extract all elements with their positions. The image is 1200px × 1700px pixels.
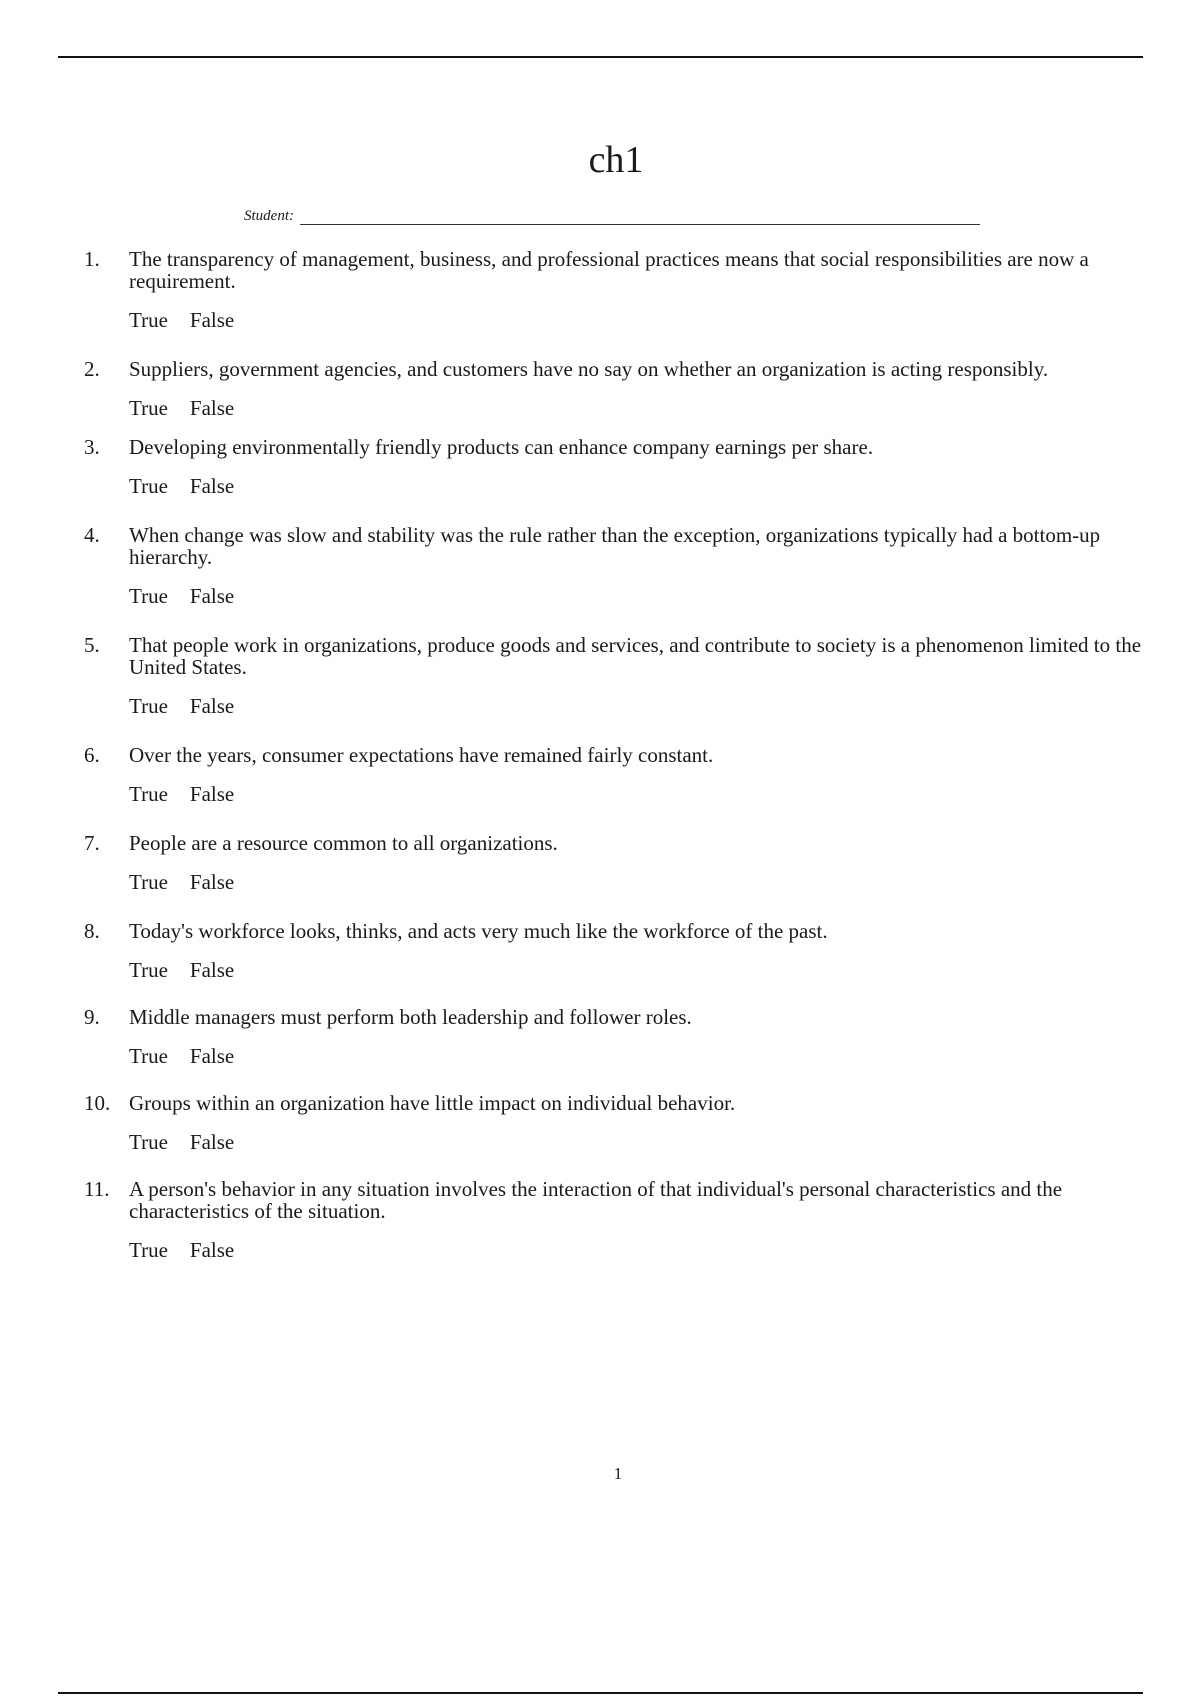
option-true[interactable]: True (129, 870, 168, 894)
question-number (84, 1092, 129, 1114)
option-false[interactable]: False (189, 1044, 235, 1068)
option-false[interactable]: False (189, 870, 235, 894)
question-item (84, 436, 1144, 498)
option-true[interactable]: True (129, 308, 168, 332)
question-number (84, 436, 129, 458)
option-false[interactable]: False (189, 308, 235, 332)
question-text: Suppliers, government agencies, and customers have no say on whether an organization is acting responsibly. (129, 357, 1049, 381)
question-text: Over the years, consumer expectations have remained fairly constant. (129, 743, 714, 767)
option-true[interactable]: True (129, 584, 168, 608)
answer-options (129, 1044, 1144, 1068)
question-number (84, 744, 129, 766)
question-row (84, 1092, 1144, 1114)
question-row (84, 436, 1144, 458)
question-number-label: 9. (84, 1005, 100, 1029)
question-text: When change was slow and stability was the rule rather than the exception, organizations typically had a bottom-up hierarchy. (129, 523, 1101, 569)
question-row (84, 524, 1144, 568)
option-true[interactable]: True (129, 474, 168, 498)
question-item (84, 248, 1144, 332)
question-text: That people work in organizations, produce goods and services, and contribute to society is a phenomenon limited to the United States. (129, 633, 1142, 679)
question-number-label: 2. (84, 357, 100, 381)
option-true[interactable]: True (129, 1238, 168, 1262)
question-item (84, 832, 1144, 894)
question-item (84, 524, 1144, 608)
question-list (84, 248, 1144, 1286)
option-true[interactable]: True (129, 396, 168, 420)
page-title: ch1 (588, 139, 644, 181)
answer-options (129, 308, 1144, 332)
question-item (84, 1092, 1144, 1154)
question-number-label: 3. (84, 435, 100, 459)
option-true[interactable]: True (129, 1044, 168, 1068)
question-text: Groups within an organization have little impact on individual behavior. (129, 1091, 736, 1115)
question-item (84, 358, 1144, 420)
question-number-label: 5. (84, 633, 100, 657)
option-false[interactable]: False (189, 1130, 235, 1154)
question-number (84, 832, 129, 854)
question-number (84, 524, 129, 568)
question-text: Developing environmentally friendly products can enhance company earnings per share. (129, 435, 874, 459)
question-number-label: 8. (84, 919, 100, 943)
option-true[interactable]: True (129, 958, 168, 982)
question-row (84, 248, 1144, 292)
question-text: A person's behavior in any situation involves the interaction of that individual's personal characteristics and the characteristics of the situation. (129, 1177, 1063, 1223)
question-item (84, 634, 1144, 718)
question-row (84, 634, 1144, 678)
option-false[interactable]: False (189, 1238, 235, 1262)
question-number-label: 4. (84, 523, 100, 547)
page-number: 1 (613, 1464, 623, 1483)
question-text: Today's workforce looks, thinks, and acts very much like the workforce of the past. (129, 919, 828, 943)
question-number-label: 10. (84, 1091, 111, 1115)
question-item (84, 1178, 1144, 1262)
option-true[interactable]: True (129, 782, 168, 806)
answer-options (129, 870, 1144, 894)
option-false[interactable]: False (189, 396, 235, 420)
option-false[interactable]: False (189, 474, 235, 498)
question-number-label: 6. (84, 743, 100, 767)
student-name-row (244, 207, 980, 225)
question-number-label: 7. (84, 831, 100, 855)
question-row (84, 744, 1144, 766)
option-false[interactable]: False (189, 584, 235, 608)
question-text: Middle managers must perform both leadership and follower roles. (129, 1005, 692, 1029)
answer-options (129, 782, 1144, 806)
question-number-label: 1. (84, 247, 100, 271)
question-number (84, 634, 129, 678)
option-false[interactable]: False (189, 782, 235, 806)
answer-options (129, 1130, 1144, 1154)
bottom-rule (58, 1692, 1143, 1694)
option-true[interactable]: True (129, 1130, 168, 1154)
question-row (84, 832, 1144, 854)
question-number (84, 920, 129, 942)
option-true[interactable]: True (129, 694, 168, 718)
answer-options (129, 474, 1144, 498)
question-number (84, 1178, 129, 1222)
top-rule (58, 56, 1143, 58)
answer-options (129, 396, 1144, 420)
question-row (84, 1006, 1144, 1028)
option-false[interactable]: False (189, 694, 235, 718)
answer-options (129, 694, 1144, 718)
option-false[interactable]: False (189, 958, 235, 982)
answer-options (129, 958, 1144, 982)
question-item (84, 920, 1144, 982)
question-item (84, 1006, 1144, 1068)
student-label: Student: (244, 208, 294, 224)
question-number (84, 358, 129, 380)
student-name-field[interactable] (300, 209, 980, 225)
question-row (84, 1178, 1144, 1222)
question-row (84, 920, 1144, 942)
question-number (84, 248, 129, 292)
question-row (84, 358, 1144, 380)
answer-options (129, 1238, 1144, 1262)
question-text: People are a resource common to all organizations. (129, 831, 558, 855)
question-text: The transparency of management, business, and professional practices means that social responsibilities are now a requirement. (129, 247, 1089, 293)
question-number-label: 11. (84, 1177, 110, 1201)
question-item (84, 744, 1144, 806)
answer-options (129, 584, 1144, 608)
question-number (84, 1006, 129, 1028)
